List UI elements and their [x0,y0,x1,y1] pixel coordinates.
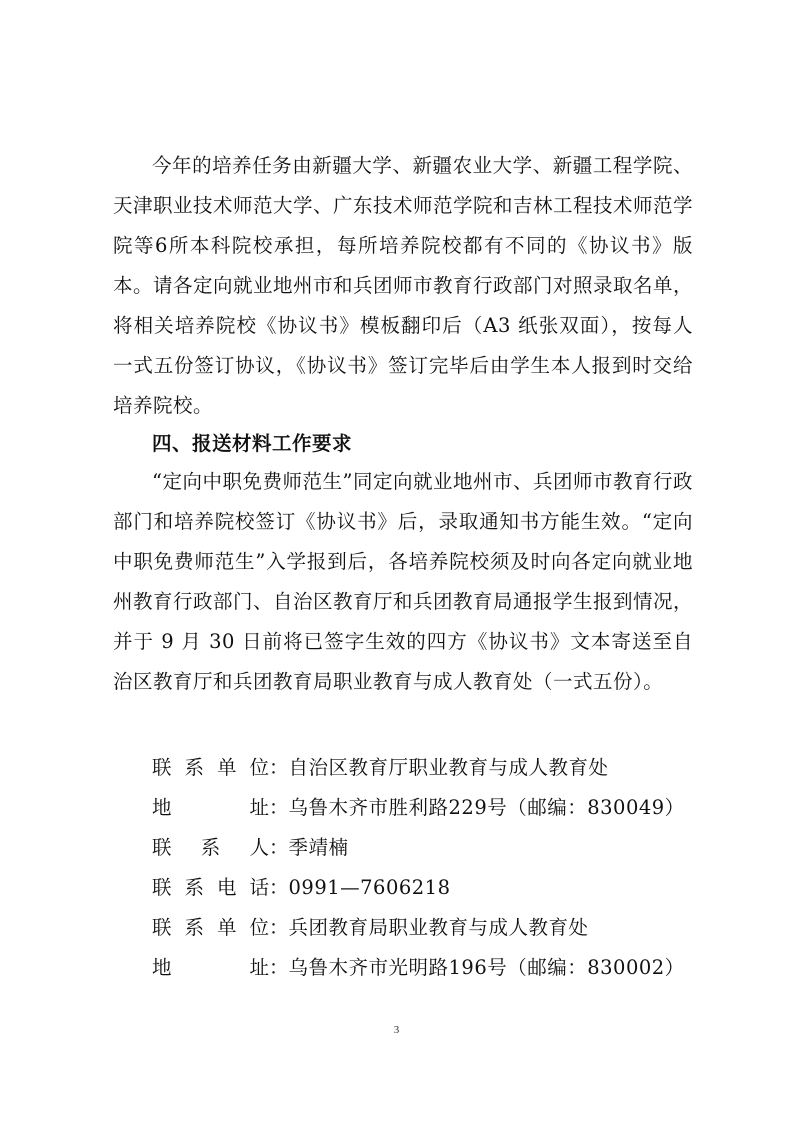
page-number: 3 [393,1024,400,1036]
contact-colon: ： [269,756,289,779]
contact-colon: ： [269,796,289,819]
contact-unit-1 [152,748,609,788]
contact-value: 乌鲁木齐市胜利路229号（邮编：830049） [288,796,685,819]
contact-colon: ： [269,956,289,979]
paragraph-training-tasks: 今年的培养任务由新疆大学、新疆农业大学、新疆工程学院、天津职业技术师范大学、广东技术师范学院和吉林工程技术师范学院等6所本科院校承担，每所培养院校都有不同的《协议书》版本。请各定向就业地州市和兵团师市教育行政部门对照录取名单，将相关培养院校《协议书》模板翻印后（A3 纸张双面），按每人一式五份签订协议，《协议书》签订完毕后由学生本人报到时交给培养院校。 [113,154,694,417]
contact-address-2 [152,948,685,988]
contact-label: 联系单位 [152,756,269,779]
section-heading-4: 四、报送材料工作要求 [152,432,353,455]
contact-value: 自治区教育厅职业教育与成人教育处 [288,756,609,779]
contact-value: 0991—7606218 [288,876,451,899]
contact-phone [152,868,451,908]
contact-label: 联系人 [152,836,269,859]
contact-colon: ： [269,876,289,899]
contact-value: 兵团教育局职业教育与成人教育处 [288,916,589,939]
contact-label: 地址 [152,956,269,979]
contact-colon: ： [269,836,289,859]
contact-label: 联系单位 [152,916,269,939]
contact-address-1 [152,788,685,828]
contact-person [152,828,349,868]
contact-value: 乌鲁木齐市光明路196号（邮编：830002） [288,956,685,979]
contact-label: 地址 [152,796,269,819]
contact-label: 联系电话 [152,876,269,899]
contact-colon: ： [269,916,289,939]
contact-value: 季靖楠 [288,836,349,859]
contact-unit-2 [152,908,589,948]
paragraph-submission-requirements: “定向中职免费师范生”同定向就业地州市、兵团师市教育行政部门和培养院校签订《协议书》后，录取通知书方能生效。“定向中职免费师范生”入学报到后，各培养院校须及时向各定向就业地州教育行政部门、自治区教育厅和兵团教育局通报学生报到情况，并于 9 月 30 日前将已签字生效的四方《协议书》文本寄送至自治区教育厅和兵团教育局职业教育与成人教育处（一式五份）。 [113,470,694,693]
